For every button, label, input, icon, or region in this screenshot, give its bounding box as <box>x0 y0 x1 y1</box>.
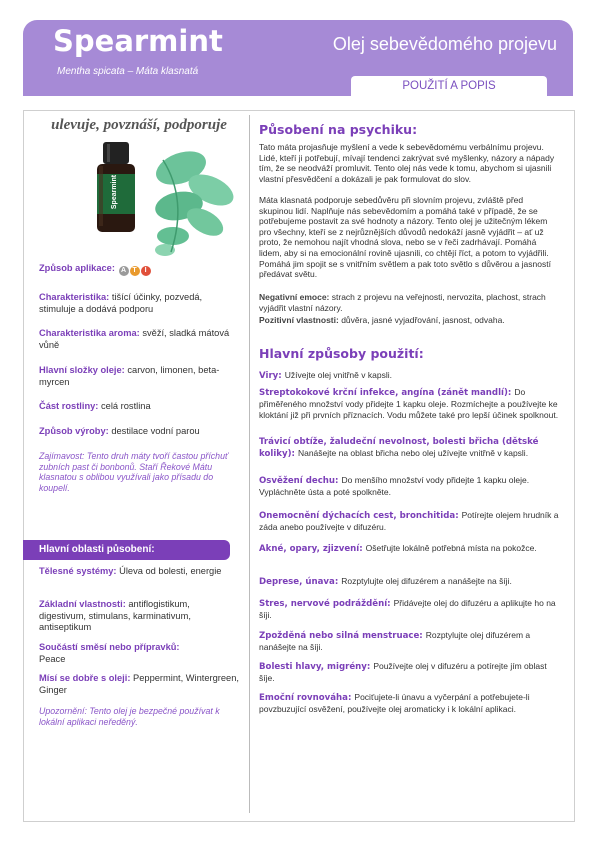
page-title: Spearmint <box>53 24 223 58</box>
use-text: Pociťujete-li únavu a vyčerpání a potřebujete-li povzbuzující osvěžení, používejte olej aromaticky i k lokální aplikaci. <box>259 692 530 714</box>
use-text: Rozptylujte olej difuzérem a nanášejte na šíji. <box>259 630 531 652</box>
use-text: Užívejte olej vnitřně v kapsli. <box>284 370 392 380</box>
production-text: destilace vodní parou <box>111 426 200 436</box>
use-label: Bolesti hlavy, migrény: <box>259 662 374 672</box>
fun-fact: Zajímavost: Tento druh máty tvoří častou příchuť zubních past či bonbonů. Staří Řekové Mátu klasnatou s oblibou využívali jako přísadu do koupelí. <box>39 451 229 493</box>
use-item <box>259 598 559 621</box>
negative-text: strach z projevu na veřejnosti, nervozita, plachost, strach vyjádřit vlastní názory. <box>259 292 546 313</box>
negative-label: Negativní emoce: <box>259 292 330 302</box>
application-method <box>39 263 239 276</box>
use-text: Do přiměřeného množství vody přidejte 1 kapku oleje. Rozmíchejte a používejte ke kloktání již při prvních příznacích. Vodu můžete také pro lepší účinek spolknout. <box>259 387 559 420</box>
page-header <box>23 20 573 96</box>
use-label: Onemocnění dýchacích cest, bronchitida: <box>259 511 462 521</box>
blends-label: Součástí směsí nebo přípravků: <box>39 642 180 652</box>
application-badge-a-icon: A <box>119 266 129 276</box>
blends-text: Peace <box>39 653 66 664</box>
body-systems-text: Úleva od bolesti, energie <box>119 566 222 576</box>
use-label: Trávicí obtíže, žaludeční nevolnost, bolesti břicha (dětské koliky): <box>259 437 539 459</box>
use-label: Viry: <box>259 371 285 381</box>
use-text: Potírejte olejem hrudník a záda anebo používejte v difuzéru. <box>259 510 559 532</box>
use-label: Emoční rovnováha: <box>259 693 355 703</box>
use-item <box>259 387 559 420</box>
plant-part-text: celá rostlina <box>101 401 151 411</box>
spearmint-bottle-image <box>93 140 243 258</box>
warning-note: Upozornění: Tento olej je bezpečné používat k lokální aplikaci neředěný. <box>39 706 220 727</box>
use-text: Do menšího množství vody přidejte 1 kapku oleje. Vypláchněte ústa a poté spolkněte. <box>259 475 530 497</box>
properties-label: Základní vlastnosti: <box>39 599 126 609</box>
positive-text: důvěra, jasné vyjadřování, jasnost, odvaha. <box>341 315 505 325</box>
use-item <box>259 436 559 460</box>
use-text: Nanášejte na oblast břicha nebo olej užívejte vnitřně v kapsli. <box>297 447 529 458</box>
bottle-icon <box>97 142 135 232</box>
use-item <box>259 475 559 498</box>
main-components <box>39 365 239 388</box>
characteristics-label: Charakteristika: <box>39 292 110 302</box>
psyche-heading: Působení na psychiku: <box>259 122 418 137</box>
use-text: Ošetřujte lokálně potřebná místa na pokožce. <box>365 543 537 553</box>
application-label: Způsob aplikace: <box>39 263 115 273</box>
application-badge-t-icon: T <box>130 266 140 276</box>
mint-leaves-icon <box>151 145 238 256</box>
use-item <box>259 576 559 588</box>
plant-part-label: Část rostliny: <box>39 401 99 411</box>
use-label: Deprese, únava: <box>259 577 342 587</box>
use-item <box>259 630 559 653</box>
positive-qualities <box>259 315 559 326</box>
body-systems-label: Tělesné systémy: <box>39 566 117 576</box>
components-label: Hlavní složky oleje: <box>39 365 125 375</box>
use-item <box>259 692 559 715</box>
components-text: carvon, limonen, beta-myrcen <box>39 365 220 387</box>
psyche-paragraph-2: Máta klasnatá podporuje sebedůvěru při slovním projevu, zvláště před skupinou lidí. Naplňuje nás sebevědomím a pomáhá také v případě, že se potřebujeme postavit za své hodnoty a názory. Tento olej je užitečným lékem pro všechny, kteří se z nejrůznějších důvodů nedokáží jasně vyjádřit – ať už proto, že nemohou najít vhodná slova, nebo se v řeči zadrhávají. Pomáhá lidem, aby si na emocionální rovině ujasnili, co chtějí říct, a potom to vyjádřili. Pomáhá jim spojit se s vnitřním světlem a pak toto světlo s důvěrou a jasností předávat světu. <box>259 195 551 280</box>
properties-text: antiflogistikum, digestivum, stimulans, karminativum, antiseptikum <box>39 599 191 632</box>
application-badge-i-icon: I <box>141 266 151 276</box>
mixes-label: Mísí se dobře s oleji: <box>39 673 131 683</box>
characteristics-text: tišící účinky, pozvedá, stimuluje a dodává podporu <box>39 292 203 314</box>
main-areas-header: Hlavní oblasti působení: <box>23 540 230 560</box>
use-item <box>259 661 559 684</box>
oil-theme-title: Olej sebevědomého projevu <box>332 34 557 54</box>
bottle-label: Spearmint <box>111 174 118 210</box>
use-item <box>259 370 559 382</box>
use-item <box>259 510 559 533</box>
use-item <box>259 543 559 555</box>
blends <box>39 642 239 665</box>
production-label: Způsob výroby: <box>39 426 109 436</box>
psyche-paragraph-1: Tato máta projasňuje myšlení a vede k sebevědomému verbálnímu projevu. Lidé, kteří ji potřebují, mívají tendenci zakrývat své myšlenky, názory a nápady tím, že se neodváží promluvit. Tento olej nás vede k tomu, abychom si ujasnili vlastní přesvědčení a dokázali je pak formulovat do slov. <box>259 142 555 184</box>
tab-usage-description[interactable]: POUŽITÍ A POPIS <box>351 76 547 96</box>
uses-heading: Hlavní způsoby použití: <box>259 346 424 361</box>
use-label: Osvěžení dechu: <box>259 476 342 486</box>
aroma <box>39 328 239 351</box>
aroma-text: svěží, sladká mátová vůně <box>39 328 230 350</box>
latin-name: Mentha spicata – Máta klasnatá <box>57 66 199 77</box>
characteristics <box>39 292 239 315</box>
column-divider <box>249 115 250 813</box>
aroma-label: Charakteristika aroma: <box>39 328 140 338</box>
basic-properties <box>39 599 239 634</box>
use-label: Streptokokové krční infekce, angína (zánět mandlí): <box>259 388 515 398</box>
production-method <box>39 426 239 438</box>
use-text: Používejte olej v difuzéru a potírejte jím oblast šíje. <box>259 661 547 683</box>
use-text: Přidávejte olej do difuzéru a aplikujte ho na šíji. <box>259 598 556 620</box>
use-label: Stres, nervové podráždění: <box>259 599 394 609</box>
tagline: ulevuje, povznáší, podporuje <box>51 117 227 133</box>
positive-label: Pozitivní vlastnosti: <box>259 315 339 325</box>
body-systems <box>39 566 239 578</box>
negative-emotions <box>259 292 559 313</box>
plant-part <box>39 401 239 413</box>
use-label: Akné, opary, zjizvení: <box>259 544 366 554</box>
mixes-text: Peppermint, Wintergreen, Ginger <box>39 673 239 695</box>
mixes-well <box>39 673 239 696</box>
use-label: Zpožděná nebo silná menstruace: <box>259 631 426 641</box>
use-text: Rozptylujte olej difuzérem a nanášejte na šíji. <box>341 576 512 586</box>
application-badges <box>118 263 151 273</box>
